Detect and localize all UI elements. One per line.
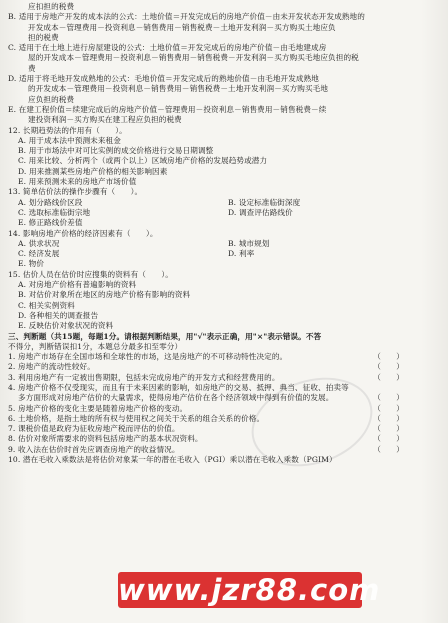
line-text: 12. 长期趋势法的作用有（ ）。 xyxy=(8,125,127,135)
answer-parenthesis: （ ） xyxy=(373,444,404,454)
line-text: 13. 简单估价法的操作步骤有（ ）。 xyxy=(8,187,143,197)
answer-parenthesis: （ ） xyxy=(373,352,404,362)
text-line xyxy=(8,33,444,43)
text-line xyxy=(8,229,444,239)
text-line xyxy=(8,404,444,414)
line-text: 9. 收入法在估价时首先应调查房地产的收益情况。 xyxy=(8,444,180,454)
option-row xyxy=(8,239,444,249)
text-line xyxy=(8,455,444,465)
option-left: E. 修正路线价差值 xyxy=(18,218,83,228)
line-text: 3. 利用房地产有一定被出售期限，包括未完成房地产的开发方式和经营费用的。 xyxy=(8,372,280,382)
answer-parenthesis: （ ） xyxy=(373,393,404,403)
text-line xyxy=(8,445,444,455)
answer-parenthesis: （ ） xyxy=(373,413,404,423)
text-line xyxy=(8,64,444,74)
text-line xyxy=(8,414,444,424)
text-line xyxy=(8,84,444,94)
line-text: D. 用来推测某些房地产价格的相关影响因素 xyxy=(18,166,168,176)
text-line xyxy=(8,105,444,115)
line-text: D. 各种相关的调查报告 xyxy=(18,310,99,320)
text-line xyxy=(8,23,444,33)
option-row xyxy=(8,218,444,228)
text-line xyxy=(8,115,444,125)
text-line xyxy=(8,12,444,22)
line-text: 4. 房地产价格不仅受现实，而且有于未来因素的影响，如房地产的交易、抵押、典当、征收、拍卖等 xyxy=(8,382,349,392)
option-left: A. 划分路线价区段 xyxy=(18,197,83,207)
text-line xyxy=(8,187,444,197)
line-text: E. 用来预测未来的房地产市场价值 xyxy=(18,177,137,187)
text-line xyxy=(8,177,444,187)
option-left: C. 选取标准临街宗地 xyxy=(18,207,91,217)
answer-parenthesis: （ ） xyxy=(373,434,404,444)
line-text: E. 反映估价对象状况的资料 xyxy=(18,321,114,331)
option-row xyxy=(8,198,444,208)
line-text: C. 相关实例资料 xyxy=(18,300,75,310)
answer-parenthesis: （ ） xyxy=(373,372,404,382)
document-body xyxy=(8,2,444,465)
text-line xyxy=(8,352,444,362)
text-line xyxy=(8,373,444,383)
option-right xyxy=(228,218,438,228)
text-line xyxy=(8,434,444,444)
website-watermark-stamp: www.jzr88.com xyxy=(118,573,381,607)
line-text: B. 对估价对象所在地区的房地产价格有影响的资料 xyxy=(18,290,191,300)
option-row xyxy=(8,208,444,218)
line-text: 费 xyxy=(28,63,36,73)
line-text: 开发成本－管理费用－投资利息－销售费用－销售税费－土地开发利润－买方购买土地应负 xyxy=(28,22,336,32)
line-text: A. 对房地产价格有普遍影响的资料 xyxy=(18,280,137,290)
option-right: B. 设定标准临街深度 xyxy=(228,197,301,207)
text-line xyxy=(8,146,444,156)
line-text: D. 适用于将毛地开发成熟地的公式：毛地价值＝开发完成后的熟地价值－由毛地开发成熟地 xyxy=(8,74,319,84)
answer-parenthesis: （ ） xyxy=(373,424,404,434)
line-text: A. 用于成本法中预测未来租金 xyxy=(18,135,121,145)
line-text: 8. 估价对象所需要求的资料包括房地产的基本状况资料。 xyxy=(8,434,203,444)
line-text: 不得分，判断错误扣1分，本题总分最多扣至零分） xyxy=(8,341,183,351)
text-line xyxy=(8,126,444,136)
line-text: 应负担的税费 xyxy=(28,94,75,104)
line-text: B. 用于市场法中对可比实例的成交价格进行交易日期调整 xyxy=(18,146,214,156)
line-text: E. 在建工程价值＝续建完成后的房地产价值－管理费用－投资利息－销售费用－销售税费－续 xyxy=(8,104,327,114)
line-text: 15. 估价人员在估价时应搜集的资料有（ ）。 xyxy=(8,269,173,279)
line-text: 10. 潜在毛收入乘数法是将估价对象某一年的潜在毛收入（PGI）乘以潜在毛收入乘数（PGIM） xyxy=(8,455,337,465)
text-line xyxy=(8,424,444,434)
option-right: D. 利率 xyxy=(228,249,255,259)
line-text: 应扣担的税费 xyxy=(28,2,75,11)
line-text: 的开发成本－管理费用－投资利息－销售费用－销售税费－土地开发利润－买方购买毛地 xyxy=(28,84,329,94)
option-right: B. 城市规划 xyxy=(228,238,270,248)
line-text: 6. 土地价格，是指土地的所有权与使用权之间关于关系的组合关系的价格。 xyxy=(8,413,265,423)
text-line xyxy=(8,342,444,352)
text-line xyxy=(8,136,444,146)
text-line xyxy=(8,311,444,321)
line-text: 担的税费 xyxy=(28,32,59,42)
line-text: C. 适用于在土地上进行房屋建设的公式：土地价值＝开发完成后的房地产价值－由毛地建成房 xyxy=(8,43,327,53)
line-text: B. 适用于房地产开发的成本法的公式：土地价值＝开发完成后的房地产价值－由未开发状态开发成熟地的 xyxy=(8,12,365,22)
text-line xyxy=(8,95,444,105)
answer-parenthesis: （ ） xyxy=(373,403,404,413)
section-heading xyxy=(8,332,444,342)
line-text: 7. 课税价值是政府为征收房地产税而评估的价值。 xyxy=(8,424,180,434)
answer-parenthesis: （ ） xyxy=(373,362,404,372)
line-text: 三、判断题（共15题，每题1分。请根据判断结果，用"√"表示正确，用"×"表示错误。不答 xyxy=(8,331,322,341)
option-left: C. 经济发展 xyxy=(18,249,60,259)
text-line xyxy=(8,362,444,372)
line-text: 14. 影响房地产价格的经济因素有（ ）。 xyxy=(8,228,158,238)
option-left: A. 供求状况 xyxy=(18,238,60,248)
text-line xyxy=(8,321,444,331)
text-line xyxy=(8,167,444,177)
text-line xyxy=(8,259,444,269)
line-text: 屋的开发成本－管理费用－投资利息－销售费用－销售税费－开发利润－买方购买毛地应负担的税 xyxy=(28,53,359,63)
text-line xyxy=(8,43,444,53)
text-line xyxy=(8,383,444,393)
text-line xyxy=(8,393,444,403)
line-text: 1. 房地产市场存在全国市场和全球性的市场，这是房地产的不可移动特性决定的。 xyxy=(8,352,288,362)
option-right: D. 调查评估路线价 xyxy=(228,207,293,217)
line-text: 2. 房地产的流动性较好。 xyxy=(8,362,95,372)
text-line xyxy=(8,270,444,280)
text-line xyxy=(8,301,444,311)
line-text: C. 用来比较、分析两个（或两个以上）区域房地产价格的发展趋势或潜力 xyxy=(18,156,268,166)
text-line xyxy=(8,290,444,300)
text-line xyxy=(8,2,444,12)
text-line xyxy=(8,74,444,84)
text-line xyxy=(8,156,444,166)
text-line xyxy=(8,53,444,63)
line-text: 建投资利润－买方购买在建工程应负担的税费 xyxy=(28,115,182,125)
line-text: E. 物价 xyxy=(18,259,45,269)
option-row xyxy=(8,249,444,259)
line-text: 多方面形成对房地产估价的大量需求，使得房地产估价在各个经济领域中得到有价值的发展。 xyxy=(18,393,334,403)
line-text: 5. 房地产价格的变化主要是随着房地产价格的变动。 xyxy=(8,403,188,413)
text-line xyxy=(8,280,444,290)
